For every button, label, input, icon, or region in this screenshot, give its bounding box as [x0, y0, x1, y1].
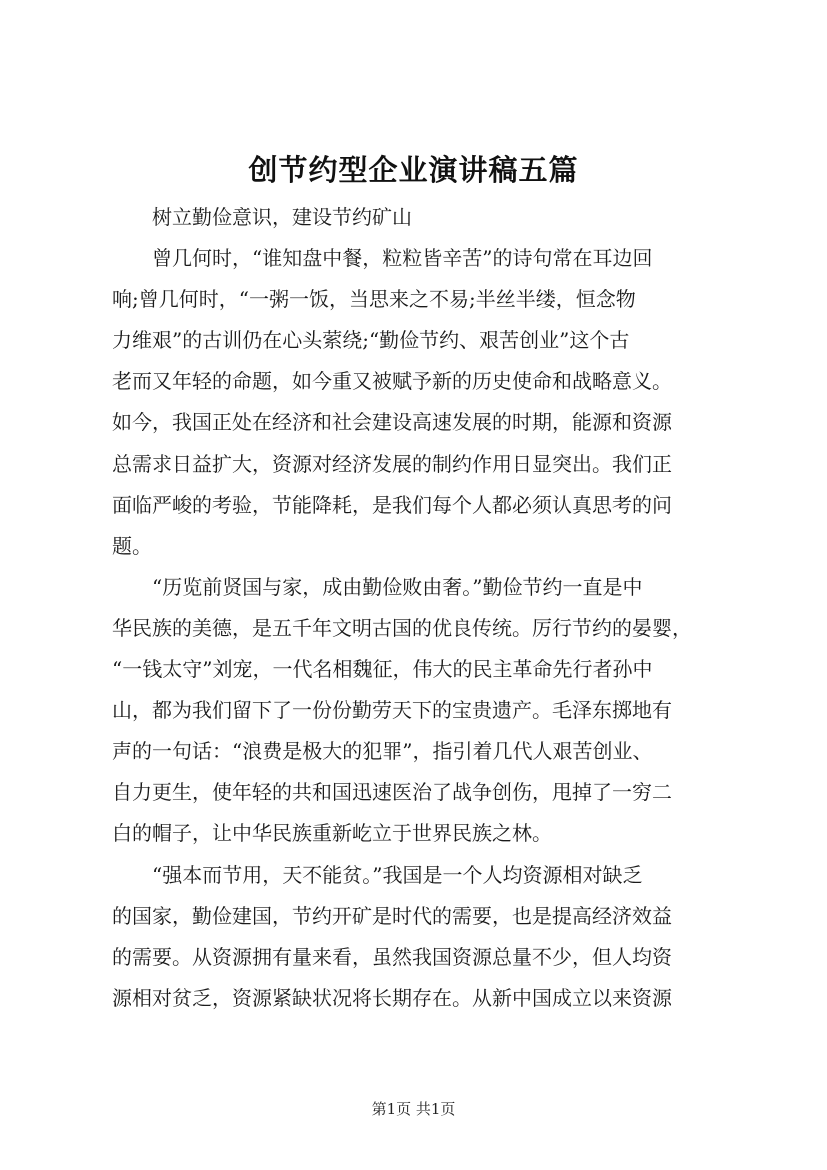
text-line: 响;曾几何时，“一粥一饭，当思来之不易;半丝半缕，恒念物 — [112, 287, 636, 312]
text-line: 山，都为我们留下了一份份勤劳天下的宝贵遗产。毛泽东掷地有 — [112, 698, 672, 723]
text-line: 曾几何时，“谁知盘中餐，粒粒皆辛苦”的诗句常在耳边回 — [152, 246, 653, 271]
document-body — [112, 197, 740, 1019]
text-line: 的国家，勤俭建国，节约开矿是时代的需要，也是提高经济效益 — [112, 903, 672, 928]
text-line: 力维艰”的古训仍在心头萦绕;“勤俭节约、艰苦创业”这个古 — [112, 328, 630, 353]
text-line: 华民族的美德，是五千年文明古国的优良传统。厉行节约的晏婴， — [112, 615, 692, 640]
text-line: 老而又年轻的命题，如今重又被赋予新的历史使命和战略意义。 — [112, 369, 672, 394]
text-line: 的需要。从资源拥有量来看，虽然我国资源总量不少，但人均资 — [112, 944, 672, 969]
document-title: 创节约型企业演讲稿五篇 — [248, 153, 579, 187]
text-line: 如今，我国正处在经济和社会建设高速发展的时期，能源和资源 — [112, 410, 672, 435]
text-line: “历览前贤国与家，成由勤俭败由奢。”勤俭节约一直是中 — [152, 574, 643, 599]
text-line: 自力更生，使年轻的共和国迅速医治了战争创伤，甩掉了一穷二 — [112, 780, 672, 805]
text-line: “一钱太守”刘宠，一代名相魏征，伟大的民主革命先行者孙中 — [112, 657, 653, 682]
text-line: 树立勤俭意识，建设节约矿山 — [152, 205, 412, 229]
text-line: 面临严峻的考验，节能降耗，是我们每个人都必须认真思考的问 — [112, 492, 672, 517]
text-line: 声的一句话：“浪费是极大的犯罪”，指引着几代人艰苦创业、 — [112, 739, 653, 764]
text-line: 题。 — [112, 533, 152, 558]
text-line: 总需求日益扩大，资源对经济发展的制约作用日显突出。我们正 — [112, 451, 672, 476]
text-line: “强本而节用，天不能贫。”我国是一个人均资源相对缺乏 — [152, 862, 643, 887]
page-footer: 第1页 共1页 — [371, 1100, 456, 1118]
text-line: 白的帽子，让中华民族重新屹立于世界民族之林。 — [112, 821, 552, 846]
text-line: 源相对贫乏，资源紧缺状况将长期存在。从新中国成立以来资源 — [112, 985, 672, 1010]
